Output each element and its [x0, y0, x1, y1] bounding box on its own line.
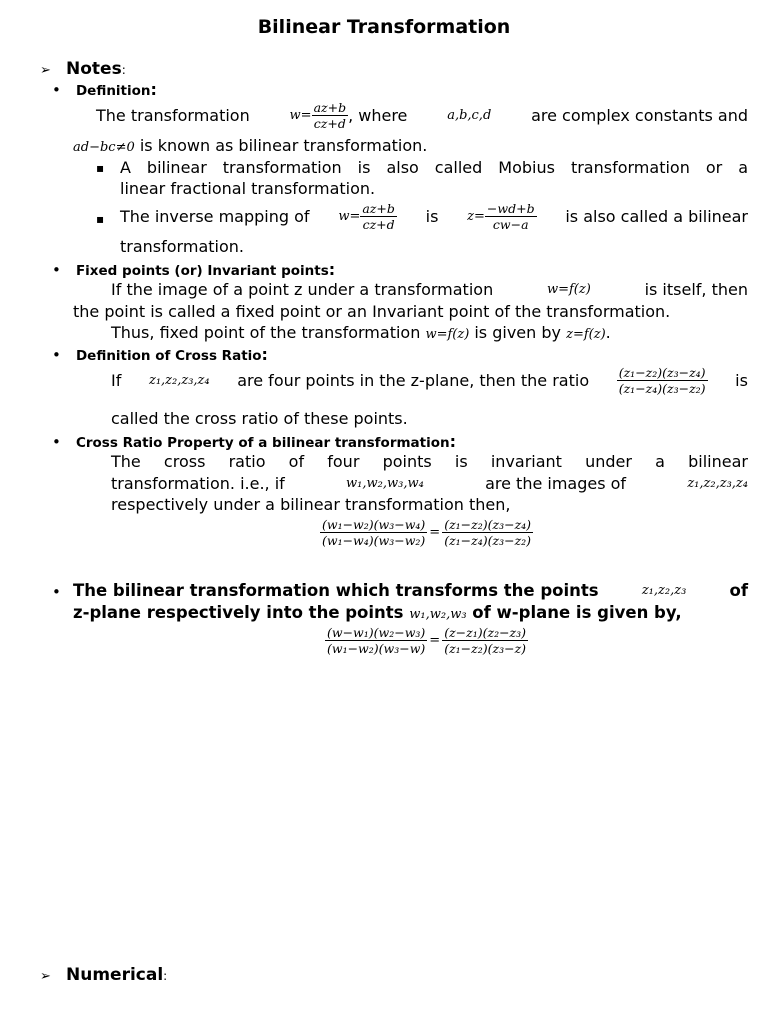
fraction-numerator: (w−w₁)(w₂−w₃) [327, 625, 426, 640]
fixed-math-3: z=f(z) [566, 327, 606, 342]
fixed-points-colon: : [328, 260, 336, 279]
bullet-icon: • [52, 81, 61, 99]
cross-line-1 [111, 365, 748, 396]
cross-if: If [111, 371, 122, 390]
rhs-fraction [442, 625, 528, 656]
rhs-fraction [442, 517, 533, 548]
inverse-text-b: is also called a bilinear [565, 207, 748, 226]
property-line-3: respectively under a bilinear transformation then, [111, 495, 511, 514]
fraction-numerator: az+b [362, 201, 395, 216]
fraction-denominator: cw−a [492, 217, 529, 232]
fraction-denominator: (w₁−w₂)(w₃−w) [327, 641, 426, 656]
property-colon: : [449, 432, 457, 451]
cross-points: z₁,z₂,z₃,z₄ [148, 373, 210, 388]
definition-fraction [312, 100, 349, 131]
arrow-bullet-icon: ➢ [40, 969, 51, 984]
cross-is: is [735, 371, 748, 390]
bilinear-of: of [729, 581, 748, 600]
property-text-a: transformation. i.e., if [111, 474, 285, 493]
cross-line-2: called the cross ratio of these points. [111, 409, 408, 428]
bilinear-line-1 [73, 581, 748, 600]
fixed-math-2: w=f(z) [425, 327, 470, 342]
fixed-text-c: Thus, fixed point of the transformation [111, 323, 421, 342]
fraction-denominator: (z₁−z₄)(z₃−z₂) [618, 381, 706, 396]
definition-line-1 [96, 100, 748, 131]
property-text-b: are the images of [485, 474, 627, 493]
fixed-line-3 [111, 323, 611, 342]
property-w-points: w₁,w₂,w₃,w₄ [346, 476, 424, 491]
cross-ratio-label: Definition of Cross Ratio [75, 348, 262, 364]
fixed-text-a: If the image of a point z under a transformation [111, 280, 494, 299]
fixed-line-2: the point is called a fixed point or an Invariant point of the transformation. [73, 302, 671, 321]
bullet-icon: • [52, 433, 61, 451]
bilinear-equation [325, 625, 528, 656]
fraction-numerator: (z₁−z₂)(z₃−z₄) [618, 365, 706, 380]
notes-colon: : [121, 63, 126, 77]
fraction-denominator: cz+d [362, 217, 395, 232]
sub-bullet-1-line-2: linear fractional transformation. [120, 179, 376, 198]
condition-math: ad−bc≠0 [73, 140, 135, 155]
fraction-numerator: az+b [313, 100, 347, 115]
lhs-fraction [325, 625, 427, 656]
fraction-numerator: (z−z₁)(z₂−z₃) [444, 625, 527, 640]
definition-where: , where [348, 106, 408, 125]
cross-ratio-heading [52, 345, 268, 364]
bilinear-text-d: of w-plane is given by, [472, 603, 682, 622]
definition-text-a: The transformation [96, 106, 250, 125]
bilinear-line-2 [73, 603, 682, 622]
definition-text-c: are complex constants and [531, 106, 748, 125]
definition-line-2 [73, 136, 427, 155]
notes-label: Notes [66, 59, 122, 79]
bilinear-w-points: w₁,w₂,w₃ [409, 607, 467, 622]
bilinear-text-c: z-plane respectively into the points [73, 603, 404, 622]
constants-math: a,b,c,d [447, 108, 492, 123]
inverse-is: is [425, 207, 439, 226]
fraction-numerator: (w₁−w₂)(w₃−w₄) [322, 517, 426, 532]
z-equals: z= [467, 209, 485, 224]
property-line-2 [111, 474, 748, 493]
cross-ratio-colon: : [261, 345, 268, 364]
fixed-period: . [605, 323, 611, 342]
definition-formula [290, 100, 408, 131]
fixed-math-1: w=f(z) [546, 282, 591, 297]
fixed-line-1 [111, 280, 748, 299]
inverse-z-formula [467, 201, 536, 232]
bullet-icon: • [52, 583, 61, 601]
fixed-text-d: is given by [474, 323, 561, 342]
fraction-denominator: (w₁−w₄)(w₃−w₂) [322, 533, 426, 548]
fraction-denominator: (z₁−z₂)(z₃−z) [444, 641, 527, 656]
sub-bullet-2-line-2: transformation. [120, 237, 244, 256]
cross-ratio-fraction [617, 365, 708, 396]
property-equation [320, 517, 533, 548]
definition-colon: : [150, 80, 157, 99]
fraction-numerator: (z₁−z₂)(z₃−z₄) [444, 517, 532, 532]
fixed-points-label: Fixed points (or) Invariant points [75, 263, 329, 279]
inverse-w-formula [338, 201, 397, 232]
w-equals: w= [289, 108, 312, 123]
definition-text-2: is known as bilinear transformation. [139, 136, 428, 155]
sub-bullet-1-line-1: A bilinear transformation is also called Mobius transformation or a [120, 158, 748, 177]
bullet-icon: • [52, 261, 61, 279]
fixed-text-b: is itself, then [644, 280, 748, 299]
inverse-z-fraction [485, 201, 537, 232]
bullet-icon: • [52, 346, 61, 364]
cross-text-b: are four points in the z-plane, then the ratio [237, 371, 590, 390]
w-equals: w= [338, 209, 361, 224]
notes-heading [40, 59, 126, 79]
page-title: Bilinear Transformation [257, 16, 511, 38]
equals-sign: = [429, 633, 441, 648]
square-bullet-icon: ▪ [96, 161, 105, 175]
numerical-heading [40, 965, 167, 985]
inverse-w-fraction [360, 201, 397, 232]
sub-bullet-2-line-1 [120, 201, 748, 232]
numerical-label: Numerical [66, 965, 164, 985]
inverse-text-a: The inverse mapping of [120, 207, 310, 226]
fixed-points-heading [52, 260, 335, 279]
fraction-denominator: cz+d [313, 116, 346, 131]
fraction-numerator: −wd+b [486, 201, 535, 216]
definition-label: Definition [75, 83, 151, 99]
bilinear-text-a: The bilinear transformation which transforms the points [73, 581, 599, 600]
arrow-bullet-icon: ➢ [40, 63, 51, 78]
property-heading [52, 432, 456, 451]
definition-heading [52, 80, 157, 99]
numerical-colon: : [163, 969, 168, 983]
lhs-fraction [320, 517, 427, 548]
property-line-1: The cross ratio of four points is invariant under a bilinear [111, 452, 748, 471]
bilinear-z-points: z₁,z₂,z₃ [641, 583, 687, 598]
square-bullet-icon: ▪ [96, 212, 105, 226]
fraction-denominator: (z₁−z₄)(z₃−z₂) [444, 533, 532, 548]
property-z-points: z₁,z₂,z₃,z₄ [687, 476, 748, 491]
property-label: Cross Ratio Property of a bilinear transformation [75, 435, 450, 451]
equals-sign: = [429, 525, 441, 540]
